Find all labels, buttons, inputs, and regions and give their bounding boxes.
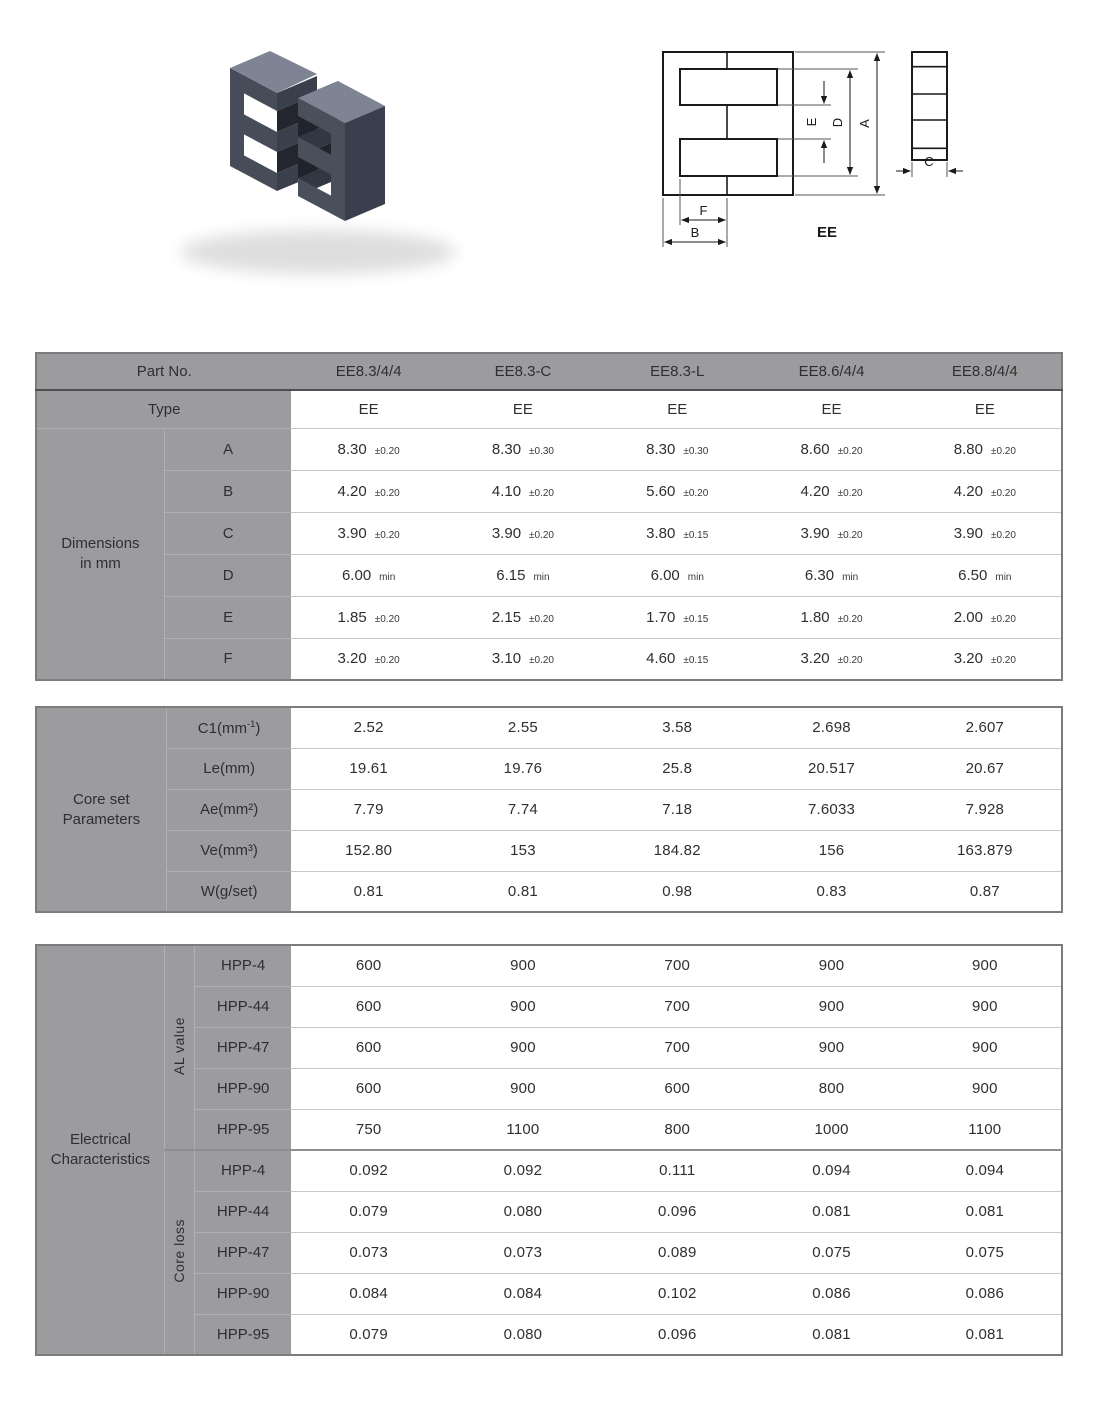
- dim-cell: [291, 554, 445, 596]
- value: 3.20: [953, 650, 983, 668]
- dim-cell: [446, 512, 600, 554]
- param-value: 153: [446, 830, 600, 871]
- tolerance: ±0.20: [683, 487, 709, 499]
- tolerance: ±0.20: [529, 487, 554, 499]
- tolerance: ±0.20: [374, 487, 400, 499]
- param-value: 2.55: [446, 707, 600, 748]
- tolerance: ±0.15: [683, 613, 709, 625]
- tolerance: ±0.20: [374, 613, 400, 625]
- value: 3.90: [953, 524, 983, 542]
- al-value: 900: [909, 986, 1062, 1027]
- param-value: 20.67: [909, 748, 1062, 789]
- value: 6.50: [958, 566, 988, 584]
- al-value: 600: [291, 986, 445, 1027]
- material-label: HPP-44: [194, 1191, 291, 1232]
- dim-label-B: B: [690, 225, 700, 240]
- dim-cell: [600, 638, 754, 680]
- al-value: 1100: [506, 1120, 540, 1138]
- tolerance: ±0.20: [837, 487, 863, 499]
- core-loss-value: 0.102: [600, 1273, 754, 1314]
- column-header: EE8.3/4/4: [291, 353, 445, 390]
- value: 5.60: [646, 482, 676, 500]
- dim-label-F: F: [699, 203, 708, 218]
- param-label: Le(mm): [166, 748, 291, 789]
- dim-row-label: E: [164, 596, 291, 638]
- dim-cell: [600, 428, 754, 470]
- dim-cell: [600, 512, 754, 554]
- value: 6.30: [804, 566, 835, 584]
- dim-row-label: A: [164, 428, 291, 470]
- lower-window: [680, 139, 777, 176]
- dim-cell: [291, 470, 445, 512]
- value: 8.60: [800, 440, 830, 458]
- tolerance: ±0.20: [529, 655, 554, 667]
- dim-cell: [291, 428, 445, 470]
- core-loss-value: 0.073: [446, 1232, 600, 1273]
- value: 6.00: [650, 566, 680, 584]
- core-shadow: [180, 230, 456, 274]
- core-3d-render: [130, 8, 500, 298]
- al-value: 700: [600, 1027, 754, 1068]
- dim-cell: [600, 554, 754, 596]
- al-value: 900: [446, 945, 600, 986]
- material-label: HPP-90: [194, 1068, 291, 1109]
- al-value: 900: [446, 1027, 600, 1068]
- value: 8.30: [646, 440, 676, 458]
- value: 3.90: [491, 524, 522, 542]
- tolerance: min: [379, 571, 396, 583]
- tolerance: ±0.20: [990, 487, 1016, 499]
- value: 4.60: [646, 650, 676, 668]
- param-value: 184.82: [600, 830, 754, 871]
- param-value: 7.74: [446, 789, 600, 830]
- dim-cell: [291, 638, 445, 680]
- drawing-caption: EE: [816, 224, 838, 241]
- al-value: 900: [754, 1027, 908, 1068]
- value: 2.00: [953, 608, 983, 626]
- electrical-group-label: [36, 945, 164, 1355]
- param-value: 3.58: [600, 707, 754, 748]
- core-loss-value: 0.086: [754, 1273, 908, 1314]
- core-loss-value: 0.092: [446, 1150, 600, 1191]
- column-header: EE8.3-L: [600, 353, 754, 390]
- dim-cell: [909, 638, 1062, 680]
- tolerance: ±0.15: [683, 655, 709, 667]
- param-value: 0.87: [969, 882, 1000, 900]
- param-value: 0.83: [816, 882, 847, 900]
- core-loss-value: 0.073: [291, 1232, 445, 1273]
- dim-cell: [909, 470, 1062, 512]
- al-value: 700: [600, 945, 754, 986]
- material-label: HPP-47: [194, 1232, 291, 1273]
- tolerance: ±0.20: [374, 655, 400, 667]
- core-loss-value: 0.089: [600, 1232, 754, 1273]
- param-value: 19.76: [446, 748, 600, 789]
- tolerance: ±0.20: [529, 529, 554, 541]
- tolerance: ±0.20: [374, 529, 400, 541]
- dim-cell: [909, 596, 1062, 638]
- value: 3.80: [646, 524, 676, 542]
- al-value: 750: [355, 1120, 382, 1138]
- value: 4.20: [337, 482, 367, 500]
- al-value: 700: [600, 986, 754, 1027]
- value: 3.20: [800, 650, 830, 668]
- core-loss-value: 0.080: [446, 1191, 600, 1232]
- value: 4.10: [491, 482, 522, 500]
- param-value: 156: [754, 830, 908, 871]
- param-value: 2.607: [909, 707, 1062, 748]
- column-header: EE8.8/4/4: [909, 353, 1062, 390]
- al-value: 800: [664, 1120, 691, 1138]
- dimension-drawing: [615, 15, 1025, 270]
- side-view-laminations: [912, 67, 947, 149]
- al-value: 800: [754, 1068, 908, 1109]
- al-value: 900: [446, 1068, 600, 1109]
- core-loss-value: 0.111: [600, 1150, 754, 1191]
- core-loss-value: 0.081: [965, 1325, 1005, 1343]
- dim-cell: [291, 512, 445, 554]
- al-value: 900: [909, 945, 1062, 986]
- value: 8.30: [491, 440, 522, 458]
- param-label-sup: -1: [246, 718, 256, 730]
- core-loss-value: 0.094: [909, 1150, 1062, 1191]
- al-value: 900: [754, 986, 908, 1027]
- material-label: HPP-95: [194, 1109, 291, 1150]
- param-label: Ve(mm³): [166, 830, 291, 871]
- core-loss-rotated-text: Core loss: [171, 1218, 188, 1283]
- value: 4.20: [953, 482, 983, 500]
- tolerance: ±0.20: [990, 613, 1016, 625]
- core-loss-value: 0.080: [503, 1325, 543, 1343]
- dim-cell: [446, 596, 600, 638]
- tolerance: min: [533, 571, 550, 583]
- tolerance: min: [995, 571, 1012, 583]
- type-value: EE: [446, 390, 600, 428]
- param-value: 25.8: [600, 748, 754, 789]
- dimensions-group-line2: in mm: [79, 554, 121, 572]
- upper-window: [680, 69, 777, 105]
- dim-cell: [754, 638, 908, 680]
- param-label: Ae(mm²): [166, 789, 291, 830]
- tolerance: ±0.20: [837, 655, 863, 667]
- type-value: EE: [600, 390, 754, 428]
- tolerance: ±0.30: [683, 445, 709, 457]
- al-value: 600: [291, 1068, 445, 1109]
- column-header: EE8.3-C: [446, 353, 600, 390]
- param-value: 0.81: [507, 882, 538, 900]
- al-value-section-label: [164, 945, 194, 1150]
- value: 4.20: [800, 482, 830, 500]
- value: 3.90: [337, 524, 367, 542]
- column-header: EE8.6/4/4: [754, 353, 908, 390]
- dim-row-label: C: [164, 512, 291, 554]
- core-loss-value: 0.081: [909, 1191, 1062, 1232]
- dim-row-label: B: [164, 470, 291, 512]
- part-no-label: Part No.: [36, 353, 291, 390]
- param-value: 20.517: [754, 748, 908, 789]
- value: 2.15: [491, 608, 522, 626]
- core-set-group-line2: Parameters: [62, 810, 141, 828]
- core-loss-value: 0.075: [909, 1232, 1062, 1273]
- dim-cell: [754, 596, 908, 638]
- param-label: W(g/set): [166, 871, 291, 912]
- value: 1.80: [800, 608, 830, 626]
- core-loss-section-label: [164, 1150, 194, 1355]
- dim-cell: [909, 512, 1062, 554]
- dimensions-group-line1: Dimensions: [61, 534, 140, 552]
- electrical-characteristics-table: [35, 944, 1063, 1356]
- core-set-group-line1: Core set: [73, 790, 130, 808]
- al-value: 1100: [968, 1120, 1002, 1138]
- value: 8.30: [337, 440, 367, 458]
- core-loss-value: 0.084: [446, 1273, 600, 1314]
- al-value-rotated-text: AL value: [171, 1016, 188, 1075]
- value: 6.00: [341, 566, 372, 584]
- core-set-parameters-table: [35, 706, 1063, 913]
- tolerance: ±0.20: [374, 445, 400, 457]
- dim-cell: [600, 596, 754, 638]
- core-loss-value: 0.096: [657, 1325, 697, 1343]
- tolerance: ±0.20: [529, 613, 554, 625]
- param-value: 0.98: [662, 882, 693, 900]
- al-value: 900: [909, 1068, 1062, 1109]
- tolerance: min: [687, 571, 704, 583]
- dim-row-label: D: [164, 554, 291, 596]
- material-label: HPP-47: [194, 1027, 291, 1068]
- dimensions-table: [35, 352, 1063, 681]
- value: 1.85: [337, 608, 367, 626]
- value: 3.10: [491, 650, 522, 668]
- dimensions-group-label: [36, 428, 164, 680]
- type-label: Type: [36, 390, 291, 428]
- core-loss-value: 0.075: [754, 1232, 908, 1273]
- tolerance: min: [842, 571, 859, 583]
- al-value: 600: [291, 1027, 445, 1068]
- al-value: 900: [754, 945, 908, 986]
- dim-label-C: C: [924, 154, 934, 169]
- param-label: [166, 707, 291, 748]
- dim-cell: [909, 428, 1062, 470]
- dim-cell: [446, 638, 600, 680]
- value: 3.20: [337, 650, 367, 668]
- core-loss-value: 0.079: [349, 1325, 388, 1343]
- dim-cell: [754, 512, 908, 554]
- tolerance: ±0.30: [529, 445, 554, 457]
- param-value: 19.61: [291, 748, 445, 789]
- dim-cell: [754, 470, 908, 512]
- core-set-group-label: [36, 707, 166, 912]
- side-view-outline: [912, 52, 947, 160]
- value: 1.70: [646, 608, 676, 626]
- param-value: 152.80: [291, 830, 445, 871]
- tolerance: ±0.20: [990, 529, 1016, 541]
- material-label: HPP-4: [194, 945, 291, 986]
- material-label: HPP-95: [194, 1314, 291, 1355]
- al-value: 900: [909, 1027, 1062, 1068]
- al-value: 1000: [814, 1120, 849, 1138]
- right-e-core: [298, 81, 385, 221]
- param-value: 7.6033: [754, 789, 908, 830]
- param-value: 7.928: [909, 789, 1062, 830]
- dim-cell: [446, 470, 600, 512]
- value: 3.90: [800, 524, 830, 542]
- tolerance: ±0.15: [683, 529, 709, 541]
- core-loss-value: 0.084: [291, 1273, 445, 1314]
- dim-label-D: D: [830, 117, 845, 128]
- value: 6.15: [496, 566, 526, 584]
- param-value: 2.52: [291, 707, 445, 748]
- core-loss-value: 0.096: [600, 1191, 754, 1232]
- material-label: HPP-4: [194, 1150, 291, 1191]
- al-value: 600: [600, 1068, 754, 1109]
- param-value: 0.81: [353, 882, 384, 900]
- type-value: EE: [754, 390, 908, 428]
- param-value: 2.698: [754, 707, 908, 748]
- dim-cell: [446, 554, 600, 596]
- core-loss-value: 0.081: [812, 1325, 851, 1343]
- al-value: 900: [446, 986, 600, 1027]
- param-label-post: ): [255, 719, 261, 737]
- electrical-group-line1: Electrical: [69, 1131, 131, 1149]
- electrical-group-line2: Characteristics: [50, 1151, 150, 1168]
- tolerance: ±0.20: [837, 613, 863, 625]
- tolerance: ±0.20: [837, 529, 863, 541]
- tolerance: ±0.20: [990, 445, 1016, 457]
- type-value: EE: [909, 390, 1062, 428]
- dim-cell: [446, 428, 600, 470]
- value: 8.80: [953, 440, 983, 458]
- dim-cell: [291, 596, 445, 638]
- dim-label-E: E: [804, 117, 819, 127]
- dim-cell: [909, 554, 1062, 596]
- material-label: HPP-44: [194, 986, 291, 1027]
- dim-label-A: A: [857, 119, 872, 128]
- tolerance: ±0.20: [837, 445, 863, 457]
- material-label: HPP-90: [194, 1273, 291, 1314]
- core-loss-value: 0.081: [754, 1191, 908, 1232]
- core-loss-value: 0.092: [291, 1150, 445, 1191]
- type-value: EE: [291, 390, 445, 428]
- dim-cell: [754, 554, 908, 596]
- dim-cell: [600, 470, 754, 512]
- dim-cell: [754, 428, 908, 470]
- core-loss-value: 0.079: [291, 1191, 445, 1232]
- core-loss-value: 0.086: [909, 1273, 1062, 1314]
- param-value: 7.18: [600, 789, 754, 830]
- core-loss-value: 0.094: [754, 1150, 908, 1191]
- param-value: 7.79: [291, 789, 445, 830]
- param-value: 163.879: [909, 830, 1062, 871]
- al-value: 600: [291, 945, 445, 986]
- dim-row-label: F: [164, 638, 291, 680]
- param-label-pre: C1(mm: [197, 719, 247, 737]
- tolerance: ±0.20: [990, 655, 1016, 667]
